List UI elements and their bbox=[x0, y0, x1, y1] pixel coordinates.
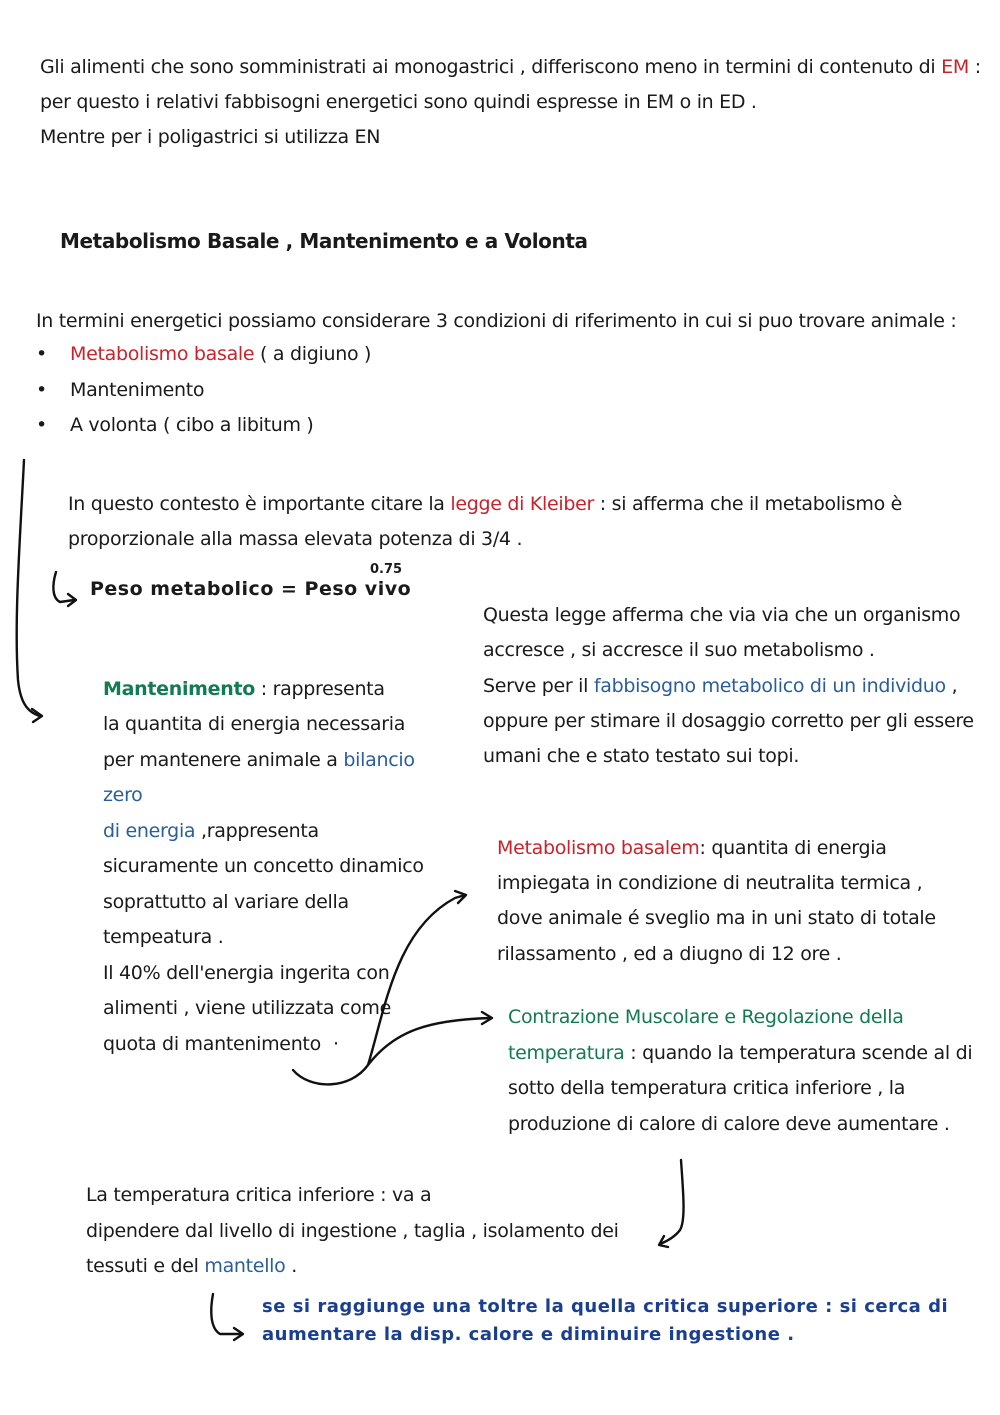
mantenimento-dot: · bbox=[333, 1033, 339, 1055]
mantenimento-line-8: tempeatura . bbox=[103, 926, 224, 948]
superiore-line-2: aumentare la disp. calore e diminuire ingestione . bbox=[262, 1324, 795, 1345]
arrow-split-stem bbox=[293, 1065, 368, 1084]
condition-item-1-highlight: Metabolismo basale bbox=[70, 343, 255, 365]
di-energia-term: di energia bbox=[103, 820, 196, 842]
legge-line-3-end: , bbox=[945, 675, 958, 697]
mantenimento-line-10: alimenti , viene utilizzata come bbox=[103, 997, 391, 1019]
basale-line-3: dove animale é sveglio ma in uni stato di totale bbox=[497, 907, 936, 929]
contrazione-title: Contrazione Muscolare e Regolazione della bbox=[508, 1006, 904, 1028]
temperatura-term: temperatura bbox=[508, 1042, 625, 1064]
intro-line-1-end: : bbox=[968, 56, 981, 78]
critica-line-1: La temperatura critica inferiore : va a bbox=[86, 1184, 432, 1206]
arrow-down-right bbox=[660, 1160, 684, 1244]
mantello-term: mantello bbox=[204, 1255, 286, 1277]
section-heading: Metabolismo Basale , Mantenimento e a Volonta bbox=[60, 229, 588, 253]
kleiber-line-1-end: : si afferma che il metabolismo è bbox=[594, 493, 903, 515]
mantenimento-line-11: quota di mantenimento bbox=[103, 1033, 321, 1055]
mantenimento-line-3-text: per mantenere animale a bbox=[103, 749, 344, 771]
mantenimento-line-1-text: : rappresenta bbox=[255, 678, 385, 700]
basale-line-1-text: : quantita di energia bbox=[699, 837, 887, 859]
condition-item-1-text: ( a digiuno ) bbox=[254, 343, 372, 365]
kleiber-exponent: 0.75 bbox=[370, 562, 403, 577]
legge-line-4: oppure per stimare il dosaggio corretto per gli essere bbox=[483, 710, 974, 732]
contrazione-line-4: produzione di calore di calore deve aumentare . bbox=[508, 1113, 950, 1135]
superiore-line-1: se si raggiunge una toltre la quella critica superiore : si cerca di bbox=[262, 1296, 949, 1317]
mantenimento-line-4: zero bbox=[103, 784, 143, 806]
fabbisogno-term: fabbisogno metabolico di un individuo bbox=[593, 675, 946, 697]
bullet-2: • bbox=[36, 379, 48, 401]
critica-line-3-text: tessuti e del bbox=[86, 1255, 205, 1277]
kleiber-law-term: legge di Kleiber bbox=[450, 493, 595, 515]
bilancio-term: bilancio bbox=[343, 749, 415, 771]
intro-line-2: per questo i relativi fabbisogni energetici sono quindi espresse in EM o in ED . bbox=[40, 91, 757, 113]
bullet-3: • bbox=[36, 414, 48, 436]
basale-line-2: impiegata in condizione di neutralita termica , bbox=[497, 872, 923, 894]
mantenimento-line-7: soprattutto al variare della bbox=[103, 891, 349, 913]
mantenimento-line-9: Il 40% dell'energia ingerita con bbox=[103, 962, 390, 984]
mantenimento-line-6: sicuramente un concetto dinamico bbox=[103, 855, 424, 877]
kleiber-line-1-text: In questo contesto è importante citare la bbox=[68, 493, 451, 515]
arrow-to-contrazione bbox=[368, 1018, 490, 1065]
mantenimento-line-5-text: ,rappresenta bbox=[195, 820, 319, 842]
condition-item-2: Mantenimento bbox=[70, 379, 205, 401]
legge-line-3-text: Serve per il bbox=[483, 675, 594, 697]
kleiber-formula: Peso metabolico = Peso vivo bbox=[90, 578, 412, 600]
legge-line-1: Questa legge afferma che via via che un organismo bbox=[483, 604, 961, 626]
legge-line-2: accresce , si accresce il suo metabolismo . bbox=[483, 639, 875, 661]
basale-line-4: rilassamento , ed a diugno di 12 ore . bbox=[497, 943, 842, 965]
condition-item-3: A volonta ( cibo a libitum ) bbox=[70, 414, 314, 436]
mantenimento-line-2: la quantita di energia necessaria bbox=[103, 713, 406, 735]
contrazione-line-2-text: : quando la temperatura scende al di bbox=[624, 1042, 973, 1064]
intro-line-1-text: Gli alimenti che sono somministrati ai monogastrici , differiscono meno in termini di contenuto di bbox=[40, 56, 942, 78]
contrazione-line-3: sotto della temperatura critica inferiore , la bbox=[508, 1077, 906, 1099]
critica-line-3-end: . bbox=[285, 1255, 297, 1277]
bullet-1: • bbox=[36, 343, 48, 365]
legge-line-5: umani che e stato testato sui topi. bbox=[483, 745, 800, 767]
em-term: EM bbox=[941, 56, 969, 78]
arrow-to-basale bbox=[368, 895, 465, 1065]
mantenimento-title: Mantenimento bbox=[103, 678, 256, 700]
basale-title: Metabolismo basalem bbox=[497, 837, 700, 859]
arrow-to-mantenimento bbox=[17, 460, 40, 716]
conditions-intro: In termini energetici possiamo considerare 3 condizioni di riferimento in cui si puo trovare animale : bbox=[36, 310, 957, 332]
kleiber-line-2: proporzionale alla massa elevata potenza di 3/4 . bbox=[68, 528, 523, 550]
critica-line-2: dipendere dal livello di ingestione , taglia , isolamento dei bbox=[86, 1220, 619, 1242]
intro-line-3: Mentre per i poligastrici si utilizza EN bbox=[40, 126, 381, 148]
